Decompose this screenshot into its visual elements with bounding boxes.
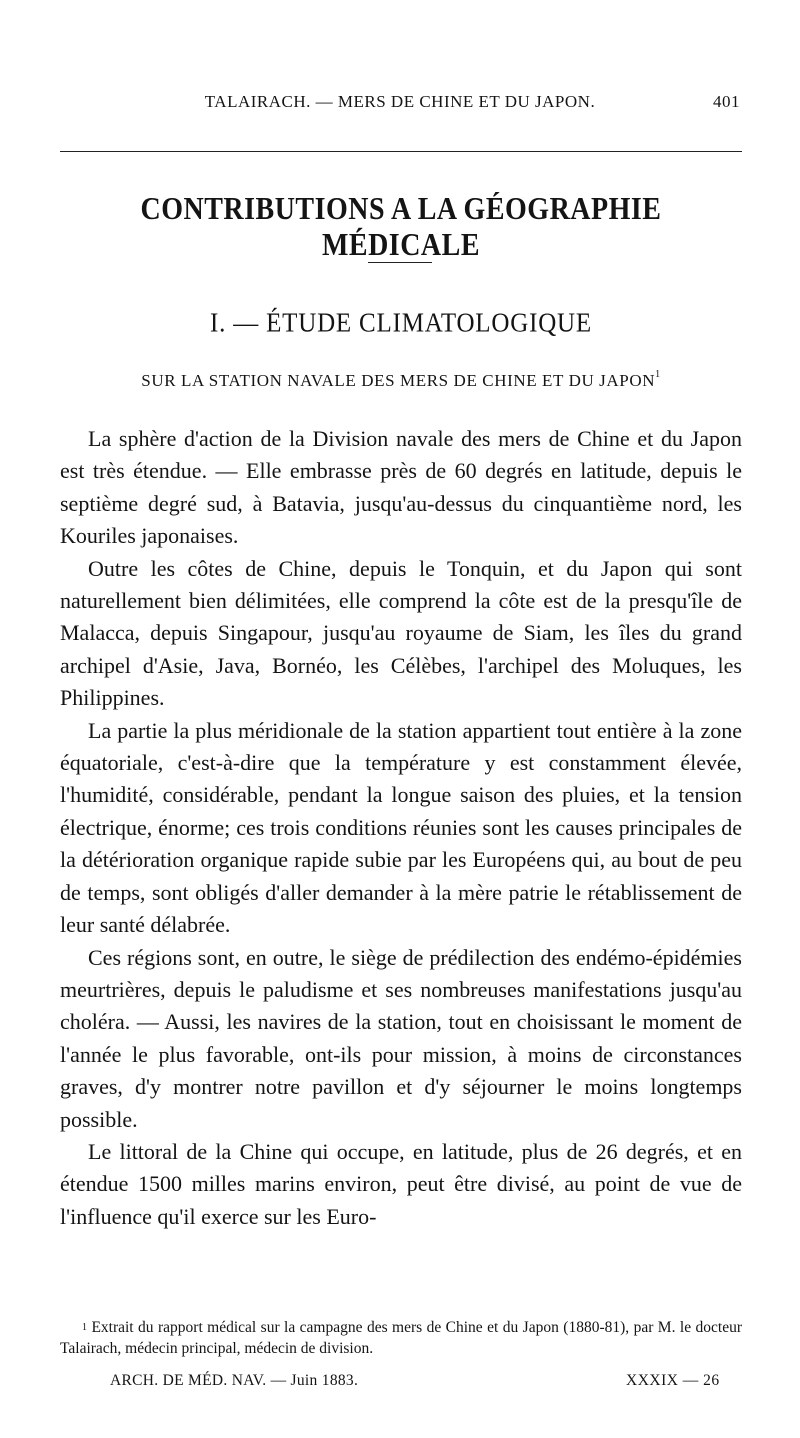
footnote-marker: 1: [82, 1322, 87, 1333]
footer-journal-signature: ARCH. DE MÉD. NAV. — Juin 1883.: [110, 1372, 359, 1389]
footnote: [60, 1317, 742, 1359]
paragraph: Le littoral de la Chine qui occupe, en latitude, plus de 26 degrés, et en étendue 1500 milles marins environ, peut être divisé, au point de vue de l'influence qu'il exerce sur les Euro-: [60, 1138, 742, 1229]
footnote-text: Extrait du rapport médical sur la campagne des mers de Chine et du Japon (1880-81), par M. le docteur Talairach, médecin principal, médecin de division.: [60, 1319, 742, 1357]
running-head: [60, 92, 740, 116]
section-title: I. — ÉTUDE CLIMATOLOGIQUE: [210, 308, 592, 339]
paragraph: La partie la plus méridionale de la station appartient tout entière à la zone équatoriale, c'est-à-dire que la température y est constamment élevée, l'humidité, considérable, pendant la longue saison des pluies, et la tension électrique, énorme; ces trois conditions réunies sont les causes principales de la détérioration organique rapide subie par les Européens qui, au bout de peu de temps, sont obligés d'aller demander à la mère patrie le rétablissement de leur santé délabrée.: [60, 717, 742, 938]
section-subtitle-text: SUR LA STATION NAVALE DES MERS DE CHINE ET DU JAPON: [141, 371, 656, 390]
page-number: 401: [713, 92, 740, 111]
footnote-reference: 1: [655, 369, 661, 380]
section-subtitle: [60, 371, 742, 391]
footer-volume-signature: XXXIX — 26: [626, 1372, 720, 1389]
article-body: [60, 423, 742, 1233]
title-rule: [368, 262, 432, 263]
paragraph: Ces régions sont, en outre, le siège de prédilection des endémo-épidémies meurtrières, depuis le paludisme et ses nombreuses manifestations jusqu'au choléra. — Aussi, les navires de la station, tout en choisissant le moment de l'année le plus favorable, ont-ils pour mission, à moins de circonstances graves, d'y montrer notre pavillon et d'y séjourner le moins longtemps possible.: [60, 944, 742, 1132]
main-title: CONTRIBUTIONS A LA GÉOGRAPHIE MÉDICALE: [140, 192, 662, 263]
paragraph: Outre les côtes de Chine, depuis le Tonquin, et du Japon qui sont naturellement bien délimitées, elle comprend la côte est de la presqu'île de Malacca, depuis Singapour, jusqu'au royaume de Siam, les îles du grand archipel d'Asie, Java, Bornéo, les Célèbes, l'archipel des Moluques, les Philippines.: [60, 555, 742, 711]
header-rule: [60, 151, 742, 152]
running-head-title: TALAIRACH. — MERS DE CHINE ET DU JAPON.: [204, 92, 596, 111]
paragraph: La sphère d'action de la Division navale des mers de Chine et du Japon est très étendue. — Elle embrasse près de 60 degrés en latitude, depuis le septième degré sud, à Batavia, jusqu'au-dessus du cinquantième nord, les Kouriles japonaises.: [60, 426, 742, 549]
